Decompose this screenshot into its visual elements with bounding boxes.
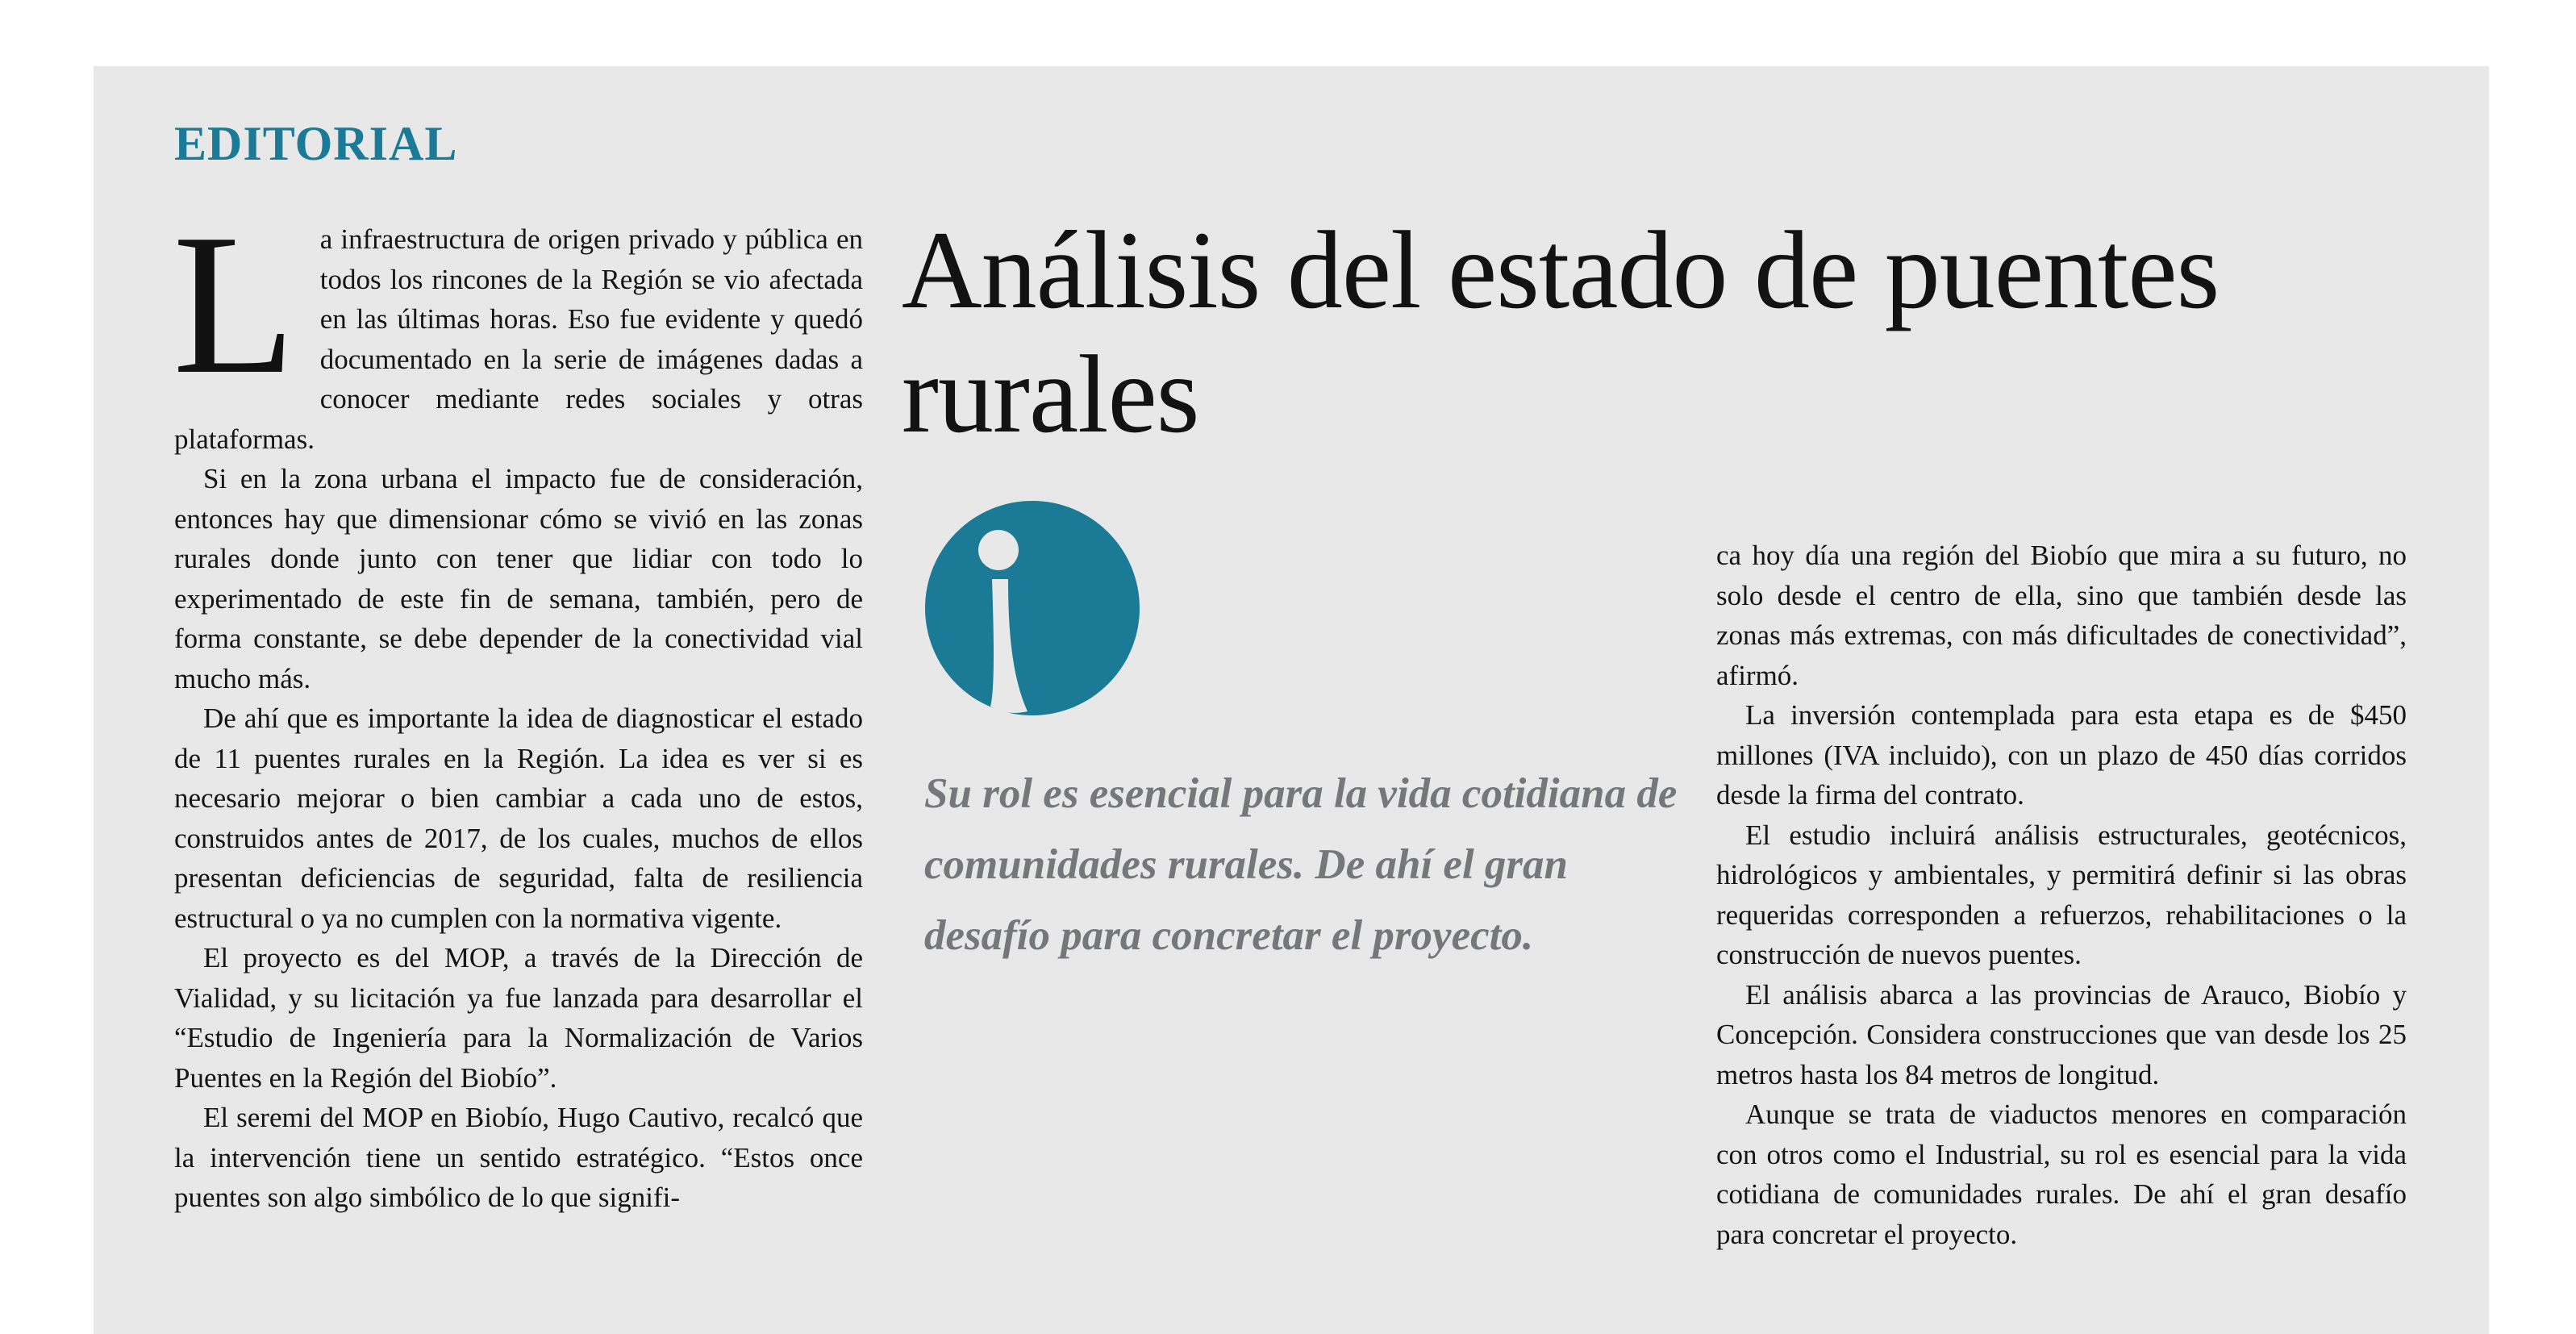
body-paragraph [173,193,863,459]
body-column-right [1716,536,2407,1254]
pull-quote: Su rol es esencial para la vida cotidiana de comunidades rurales. De ahí el gran desafío para concretar el proyecto. [924,770,1678,959]
body-paragraph: El análisis abarca a las provincias de Arauco, Biobío y Concepción. Considera construcciones que van desde los 25 metros hasta los 84 metros de longitud. [1716,978,2407,1090]
drop-cap: L [173,193,296,416]
body-paragraph: El estudio incluirá análisis estructurales, geotécnicos, hidrológicos y ambientales, y permitirá definir si las obras requeridas corresponden a refuerzos, rehabilitaciones o la construcción de nuevos puentes. [1716,819,2407,970]
body-paragraph: El seremi del MOP en Biobío, Hugo Cautivo, recalcó que la intervención tiene un sentido estratégico. “Estos once puentes son algo simbólico de lo que signifi- [174,1102,863,1213]
body-paragraph: Si en la zona urbana el impacto fue de consideración, entonces hay que dimensionar cómo se vivió en las zonas rurales donde junto con tener que lidiar con todo lo experimentado de este fin de semana, también, pero de forma constante, se debe depender de la conectividad vial mucho más. [174,463,863,694]
section-label: EDITORIAL [174,117,458,170]
paragraph-text: a infraestructura de origen privado y pública en todos los rincones de la Región se vio afectada en las últimas horas. Eso fue evidente y quedó documentado en la serie de imágenes dadas a conocer mediante redes sociales y otras plataformas. [174,223,863,455]
body-paragraph: Aunque se trata de viaductos menores en comparación con otros como el Industrial, su rol es esencial para la vida cotidiana de comunidades rurales. De ahí el gran desafío para concretar el proyecto. [1716,1098,2407,1250]
body-paragraph: La inversión contemplada para esta etapa es de $450 millones (IVA incluido), con un plazo de 450 días corridos desde la firma del contrato. [1716,699,2407,811]
body-paragraph: ca hoy día una región del Biobío que mira a su futuro, no solo desde el centro de ella, sino que también desde las zonas más extremas, con más dificultades de conectividad”, afirmó. [1716,540,2407,691]
body-column-left [173,193,863,1218]
body-paragraph: El proyecto es del MOP, a través de la Dirección de Vialidad, y su licitación ya fue lanzada para desarrollar el “Estudio de Ingeniería para la Normalización de Varios Puentes en la Región del Biobío”. [174,942,863,1094]
body-paragraph: De ahí que es importante la idea de diagnosticar el estado de 11 puentes rurales en la Región. La idea es ver si es necesario mejorar o bien cambiar a cada uno de estos, construidos antes de 2017, de los cuales, muchos de ellos presentan deficiencias de seguridad, falta de resiliencia estructural o ya no cumplen con la normativa vigente. [174,702,863,934]
headline: Análisis del estado de puentes rurales [902,208,2220,456]
info-icon [923,498,1142,718]
